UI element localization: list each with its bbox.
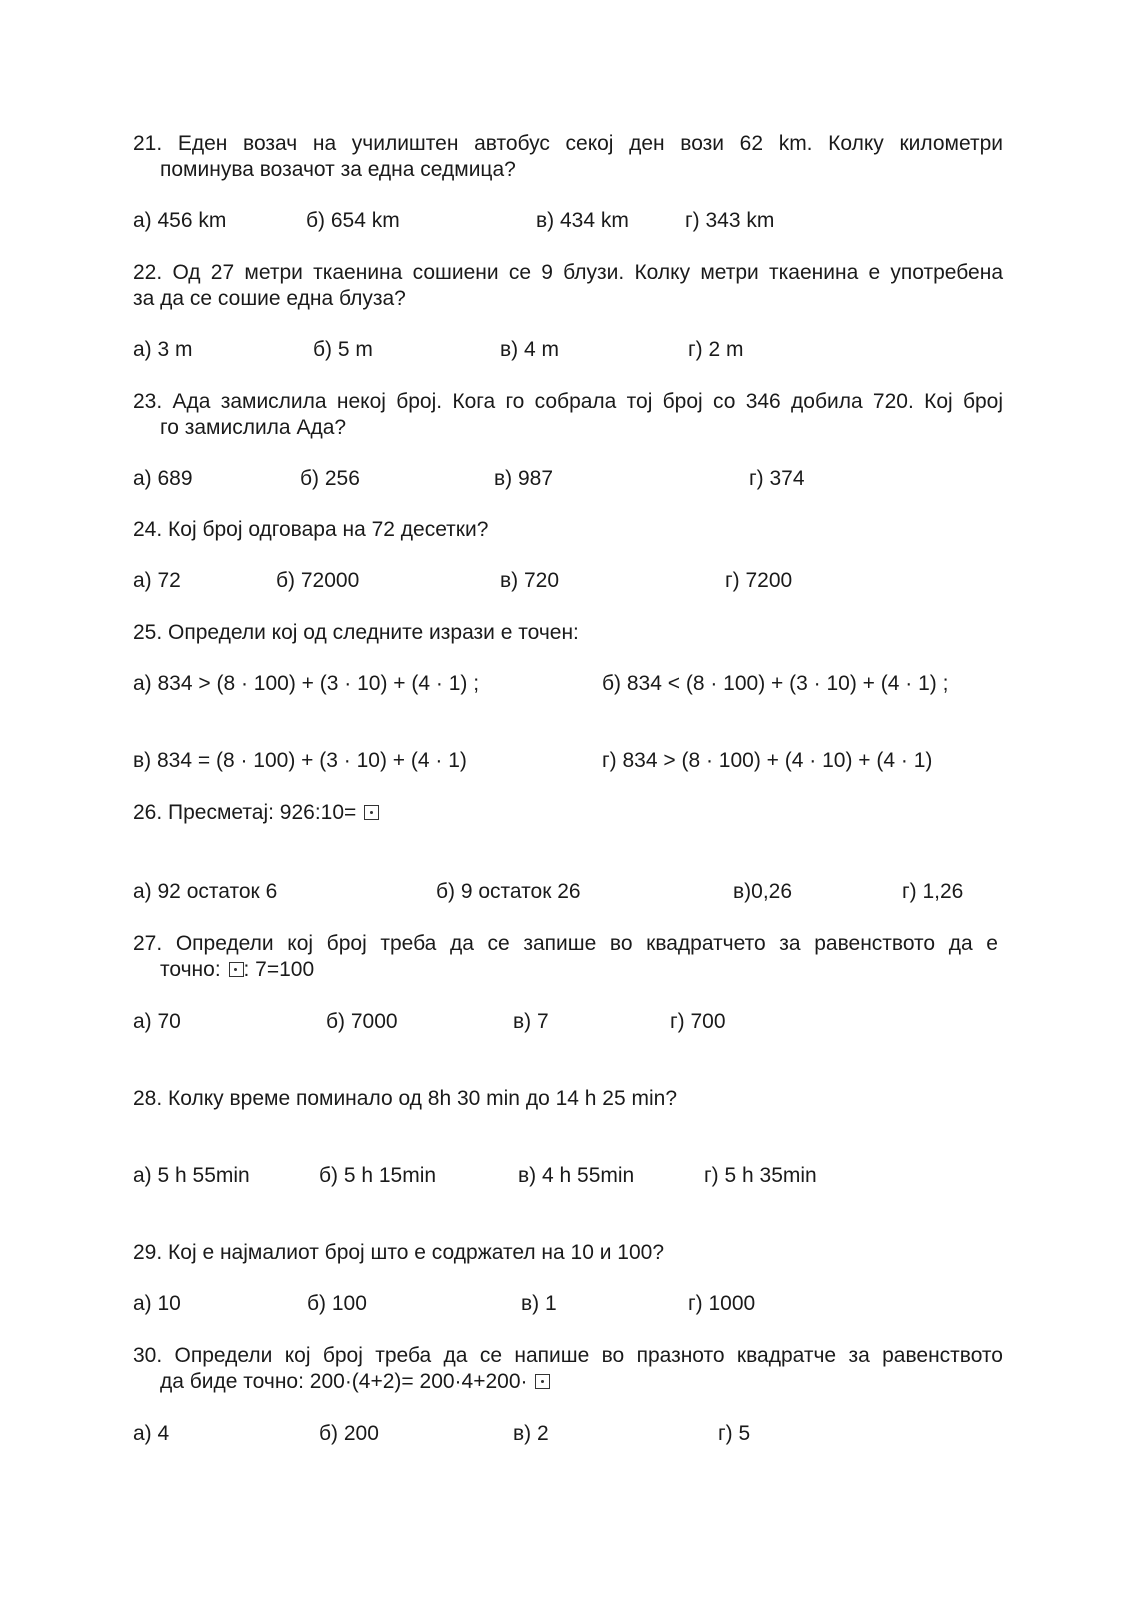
q22-option-a: а) 3 m <box>133 338 193 361</box>
q30-option-a: а) 4 <box>133 1422 170 1445</box>
q25-option-v: в) 834 = (8 · 100) + (3 · 10) + (4 · 1) <box>133 749 467 772</box>
empty-box-icon <box>229 962 244 977</box>
question-27-text-cont <box>160 957 314 983</box>
q24-option-g: г) 7200 <box>725 569 793 592</box>
question-29-text: 29. Кој е најмалиот број што е содржател на 10 и 100? <box>133 1241 664 1264</box>
question-27-label: точно: <box>160 958 221 981</box>
question-22-text: 22. Од 27 метри ткаенина сошиени се 9 блузи. Колку метри ткаенина е употребена <box>133 261 1003 284</box>
question-28-text: 28. Колку време поминало од 8h 30 min до 14 h 25 min? <box>133 1087 678 1110</box>
q21-option-a: а) 456 km <box>133 209 227 232</box>
question-27-text: 27. Определи кој број треба да се запише во квадратчето за равенството да е <box>133 932 998 955</box>
q23-option-b: б) 256 <box>300 467 360 490</box>
question-22-text-cont: за да се сошие една блуза? <box>133 287 406 310</box>
q21-option-b: б) 654 km <box>306 209 400 232</box>
q23-option-a: а) 689 <box>133 467 193 490</box>
q29-option-g: г) 1000 <box>688 1292 756 1315</box>
q24-option-v: в) 720 <box>500 569 560 592</box>
question-30-label: да биде точно: 200·(4+2)= 200·4+200· <box>160 1370 528 1393</box>
question-27-equation: : 7=100 <box>243 958 315 981</box>
question-30-text-cont <box>160 1369 550 1395</box>
q29-option-a: а) 10 <box>133 1292 181 1315</box>
q29-option-v: в) 1 <box>521 1292 557 1315</box>
empty-box-icon <box>364 805 379 820</box>
q28-option-b: б) 5 h 15min <box>319 1164 437 1187</box>
q24-option-b: б) 72000 <box>276 569 360 592</box>
q21-option-g: г) 343 km <box>685 209 775 232</box>
question-26-label: 26. Пресметај: 926:10= <box>133 801 357 824</box>
q27-option-g: г) 700 <box>670 1010 726 1033</box>
q22-option-g: г) 2 m <box>688 338 744 361</box>
question-21-text: 21. Еден возач на училиштен автобус секој ден вози 62 km. Колку километри <box>133 132 1003 155</box>
q26-option-g: г) 1,26 <box>902 880 964 903</box>
question-30-text: 30. Определи кој број треба да се напише во празното квадратче за равенството <box>133 1344 1003 1367</box>
q25-option-a: а) 834 > (8 · 100) + (3 · 10) + (4 · 1) ; <box>133 672 480 695</box>
question-23-text-cont: го замислила Ада? <box>160 416 347 439</box>
q26-option-b: б) 9 остаток 26 <box>436 880 581 903</box>
q24-option-a: а) 72 <box>133 569 181 592</box>
q22-option-b: б) 5 m <box>313 338 373 361</box>
q27-option-b: б) 7000 <box>326 1010 398 1033</box>
question-26-text <box>133 800 379 826</box>
q28-option-v: в) 4 h 55min <box>518 1164 635 1187</box>
q29-option-b: б) 100 <box>307 1292 367 1315</box>
question-24-text: 24. Кој број одговара на 72 десетки? <box>133 518 489 541</box>
q22-option-v: в) 4 m <box>500 338 559 361</box>
q23-option-v: в) 987 <box>494 467 554 490</box>
question-21-text-cont: поминува возачот за една седмица? <box>160 158 516 181</box>
q26-option-v: в)0,26 <box>733 880 793 903</box>
q28-option-a: а) 5 h 55min <box>133 1164 250 1187</box>
q30-option-b: б) 200 <box>319 1422 379 1445</box>
q23-option-g: г) 374 <box>749 467 805 490</box>
q27-option-a: а) 70 <box>133 1010 181 1033</box>
q21-option-v: в) 434 km <box>536 209 629 232</box>
q26-option-a: а) 92 остаток 6 <box>133 880 278 903</box>
q27-option-v: в) 7 <box>513 1010 549 1033</box>
question-23-text: 23. Ада замислила некој број. Кога го собрала тој број со 346 добила 720. Кој број <box>133 390 1003 413</box>
q30-option-v: в) 2 <box>513 1422 549 1445</box>
q30-option-g: г) 5 <box>718 1422 751 1445</box>
q25-option-b: б) 834 < (8 · 100) + (3 · 10) + (4 · 1) ; <box>602 672 949 695</box>
q25-option-g: г) 834 > (8 · 100) + (4 · 10) + (4 · 1) <box>602 749 933 772</box>
question-25-text: 25. Определи кој од следните изрази е точен: <box>133 621 579 644</box>
empty-box-icon <box>535 1374 550 1389</box>
q28-option-g: г) 5 h 35min <box>704 1164 817 1187</box>
